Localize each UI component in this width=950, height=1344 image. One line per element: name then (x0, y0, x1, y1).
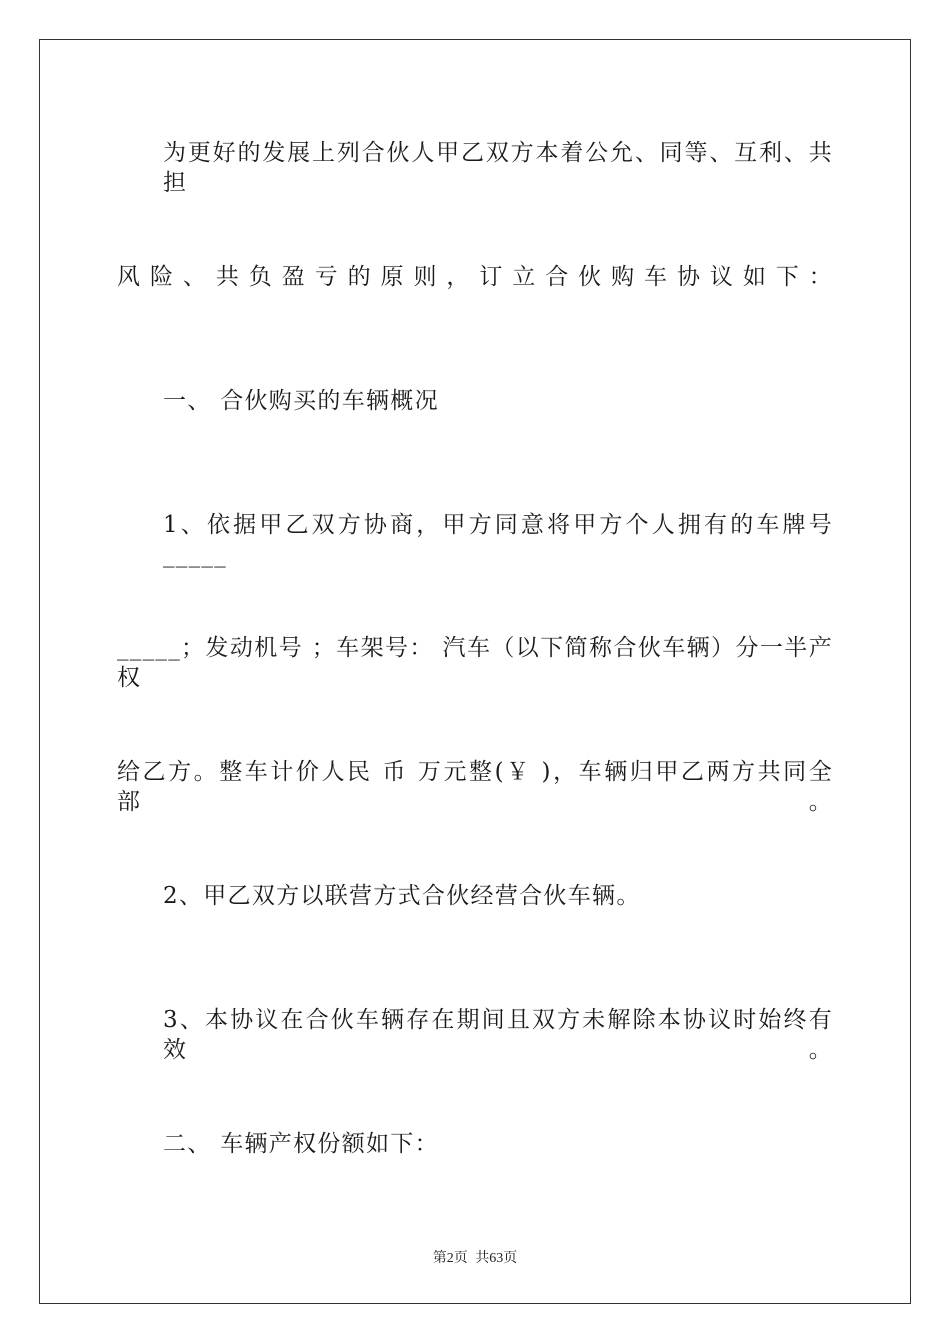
paragraph-intro-line2: 风险、共负盈亏的原则，订立合伙购车协议如下： (117, 264, 833, 290)
clause-3: 3、本协议在合伙车辆存在期间且双方未解除本协议时始终有效。 (163, 1007, 833, 1063)
clause-1-line1: 1、依据甲乙双方协商，甲方同意将甲方个人拥有的车牌号_____ (163, 512, 833, 568)
clause-1-line3: 给乙方。整车计价人民 币 万元整(￥ )，车辆归甲乙两方共同全部。 (117, 759, 833, 815)
page-footer (0, 1247, 950, 1267)
clause-1-line2: _____；发动机号 ；车架号： 汽车（以下简称合伙车辆）分一半产权 (117, 635, 833, 691)
section-heading-1: 一、 合伙购买的车辆概况 (163, 388, 439, 414)
page-total: 共63页 (475, 1251, 518, 1266)
page-number: 第2页 (432, 1251, 468, 1266)
paragraph-intro-line1: 为更好的发展上列合伙人甲乙双方本着公允、同等、互利、共担 (163, 140, 833, 196)
section-heading-2: 二、 车辆产权份额如下： (163, 1131, 439, 1157)
clause-2: 2、甲乙双方以联营方式合伙经营合伙车辆。 (163, 883, 641, 909)
